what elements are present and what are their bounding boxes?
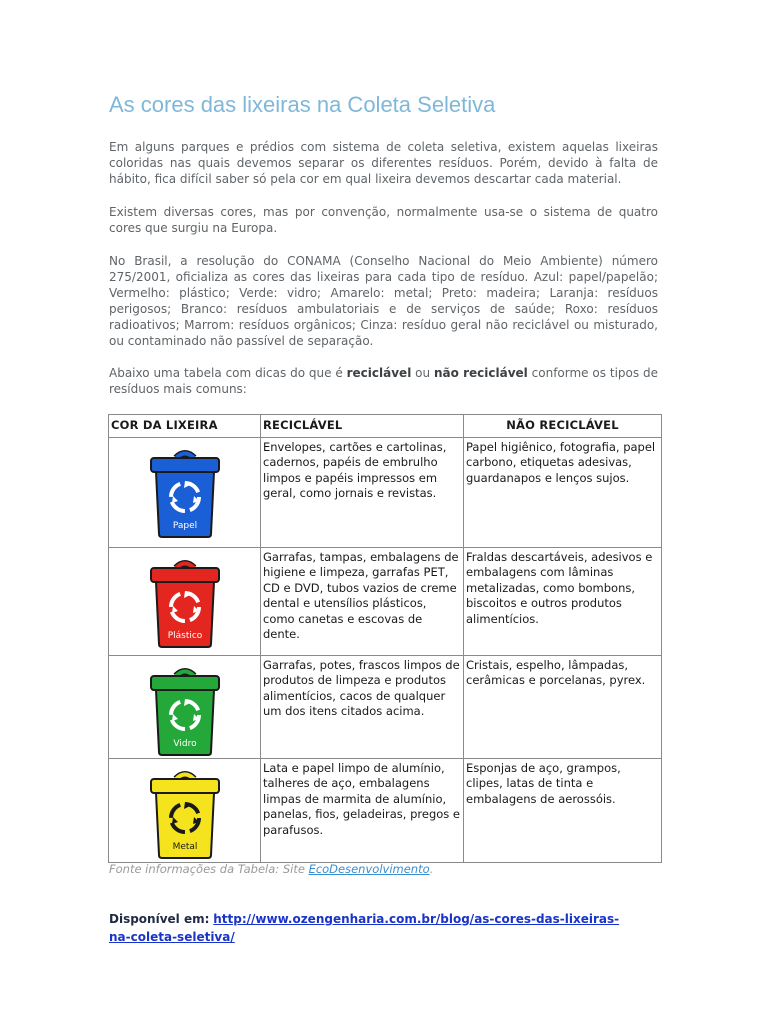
page-title: As cores das lixeiras na Coleta Seletiva xyxy=(109,92,496,117)
paper-bin-label: Papel xyxy=(172,520,197,531)
plastic-bin-label: Plástico xyxy=(167,630,202,641)
nao-reciclavel-cell: Cristais, espelho, lâmpadas, cerâmicas e porcelanas, pyrex. xyxy=(464,655,662,758)
table-row xyxy=(109,437,662,547)
table-intro-start: Abaixo uma tabela com dicas do que é xyxy=(109,366,347,380)
reciclavel-cell: Garrafas, tampas, embalagens de higiene e limpeza, garrafas PET, CD e DVD, tubos vazios de creme dental e utensílios plásticos, como canetas e escovas de dente. xyxy=(261,547,464,655)
table-header-row xyxy=(109,415,662,438)
nao-reciclavel-cell: Fraldas descartáveis, adesivos e embalagens com lâminas metalizadas, como bombons, biscoitos e outros produtos alimentícios. xyxy=(464,547,662,655)
source-line xyxy=(109,910,629,946)
reciclavel-cell: Garrafas, potes, frascos limpos de produtos de limpeza e produtos alimentícios, cacos de qualquer um dos itens citados acima. xyxy=(261,655,464,758)
source-label: Disponível em: xyxy=(109,912,210,926)
intro-paragraph: Em alguns parques e prédios com sistema de coleta seletiva, existem aquelas lixeiras coloridas nas quais devemos separar os diferentes resíduos. Porém, devido à falta de hábito, fica difícil saber só pela cor em qual lixeira devemos descartar cada material. xyxy=(109,140,658,186)
glass-bin-icon xyxy=(149,666,221,756)
caption-prefix: Fonte informações da Tabela: Site xyxy=(109,862,309,876)
source-url-link[interactable]: http://www.ozengenharia.com.br/blog/as-cores-das-lixeiras-na-coleta-seletiva/ xyxy=(109,912,620,944)
recycling-table xyxy=(108,414,662,863)
reciclavel-cell: Envelopes, cartões e cartolinas, cadernos, papéis de embrulho limpos e papéis impressos em geral, como jornais e revistas. xyxy=(261,437,464,547)
bin-cell xyxy=(109,758,261,862)
nao-reciclavel-cell: Papel higiênico, fotografia, papel carbono, etiquetas adesivas, guardanapos e lenços sujos. xyxy=(464,437,662,547)
table-row xyxy=(109,547,662,655)
table-row xyxy=(109,758,662,862)
bin-cell xyxy=(109,547,261,655)
reciclavel-bold: reciclável xyxy=(346,366,412,380)
header-bin-color: COR DA LIXEIRA xyxy=(109,415,261,438)
reciclavel-cell: Lata e papel limpo de alumínio, talheres de aço, embalagens limpas de marmita de alumínio, panelas, fios, geladeiras, pregos e parafusos. xyxy=(261,758,464,862)
glass-bin-label: Vidro xyxy=(172,738,197,749)
metal-bin-label: Metal xyxy=(172,841,197,852)
nao-reciclavel-cell: Esponjas de aço, grampos, clipes, latas de tinta e embalagens de aerossóis. xyxy=(464,758,662,862)
ecodesenvolvimento-link[interactable]: EcoDesenvolvimento xyxy=(308,862,430,876)
nao-reciclavel-bold: não reciclável xyxy=(434,366,528,380)
table-intro-mid: ou xyxy=(411,366,434,380)
plastic-bin-icon xyxy=(149,558,221,648)
conama-paragraph: No Brasil, a resolução do CONAMA (Conselho Nacional do Meio Ambiente) número 275/2001, oficializa as cores das lixeiras para cada tipo de resíduo. Azul: papel/papelão; Vermelho: plástico; Verde: vidro; Amarelo: metal; Preto: madeira; Laranja: resíduos perigosos; Branco: resíduos ambulatoriais e de serviços de saúde; Roxo: resíduos radioativos; Marrom: resíduos orgânicos; Cinza: resíduo geral não reciclável ou misturado, ou contaminado não passível de separação. xyxy=(109,254,658,348)
header-nao-reciclavel: NÃO RECICLÁVEL xyxy=(464,415,662,438)
convention-paragraph: Existem diversas cores, mas por convenção, normalmente usa-se o sistema de quatro cores que surgiu na Europa. xyxy=(109,205,658,235)
bin-cell xyxy=(109,437,261,547)
bin-cell xyxy=(109,655,261,758)
table-caption xyxy=(109,862,433,876)
caption-suffix: . xyxy=(429,862,434,876)
paper-bin-icon xyxy=(149,448,221,538)
table-intro-end: conforme os tipos de resíduos mais comuns: xyxy=(109,366,659,396)
table-row xyxy=(109,655,662,758)
table-intro-paragraph xyxy=(109,365,658,397)
header-reciclavel: RECICLÁVEL xyxy=(261,415,464,438)
metal-bin-icon xyxy=(149,769,221,859)
